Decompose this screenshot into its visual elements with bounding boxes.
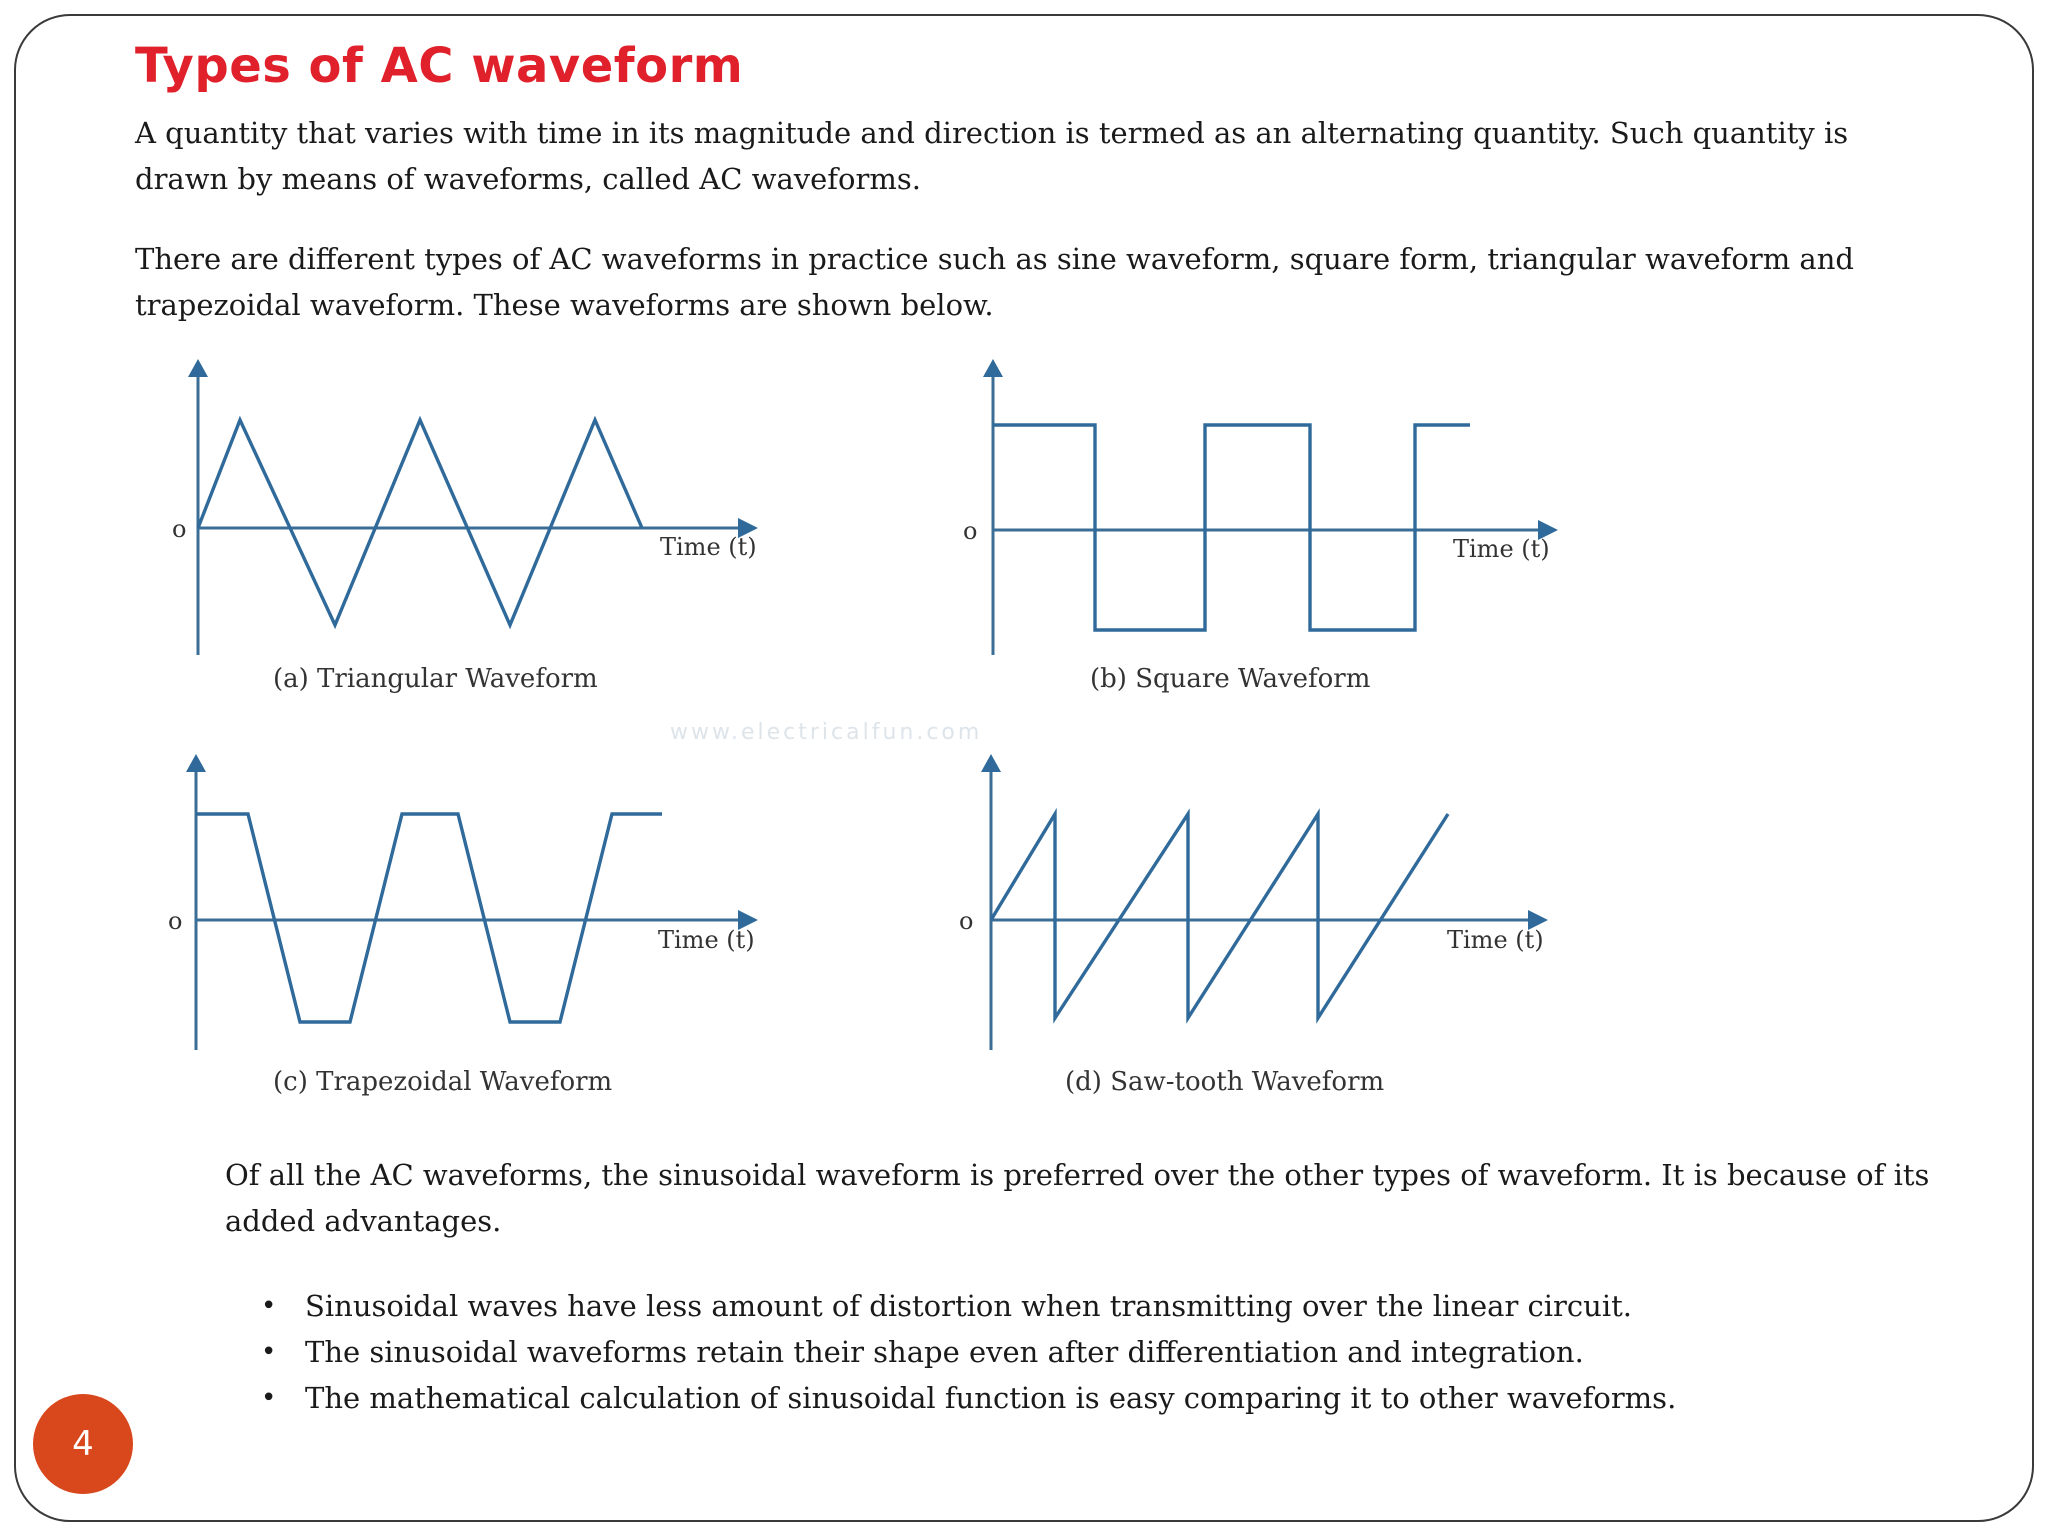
bullet-icon: • [261, 1337, 277, 1367]
time-axis-label: Time (t) [1453, 535, 1550, 563]
sawtooth-wave [991, 814, 1448, 1018]
bullet-icon: • [261, 1291, 277, 1321]
page-number-badge: 4 [33, 1394, 133, 1494]
waveform-caption: (d) Saw-tooth Waveform [1065, 1067, 1385, 1097]
waveform-caption: (b) Square Waveform [1090, 664, 1371, 694]
trapezoidal-wave [196, 814, 662, 1022]
time-axis-label: Time (t) [658, 926, 755, 954]
list-item-text: The sinusoidal waveforms retain their shape even after differentiation and integration. [305, 1335, 1584, 1369]
list-item [225, 1375, 1945, 1421]
square-wave [993, 425, 1470, 630]
waveform-caption: (a) Triangular Waveform [273, 664, 598, 694]
sawtooth-waveform-panel [955, 750, 1595, 1100]
triangular-wave [198, 420, 642, 625]
sinusoidal-preference-paragraph: Of all the AC waveforms, the sinusoidal waveform is preferred over the other types of waveform. It is because of its added advantages. [225, 1158, 1930, 1238]
triangular-waveform-panel [160, 355, 800, 705]
y-axis-arrowhead [188, 359, 208, 377]
bullet-icon: • [261, 1383, 277, 1413]
time-axis-label: Time (t) [660, 533, 757, 561]
intro-paragraph: A quantity that varies with time in its magnitude and direction is termed as an alternating quantity. Such quantity is drawn by means of waveforms, called AC waveforms. [135, 116, 1849, 196]
y-axis-arrowhead [983, 359, 1003, 377]
trapezoidal-waveform-figure [160, 750, 800, 1100]
origin-label: o [963, 517, 978, 545]
time-axis-label: Time (t) [1447, 926, 1544, 954]
origin-label: o [168, 907, 183, 935]
list-item-text: The mathematical calculation of sinusoidal function is easy comparing it to other waveforms. [305, 1381, 1677, 1415]
square-waveform-figure [955, 355, 1595, 705]
list-item [225, 1329, 1945, 1375]
square-waveform-panel [955, 355, 1595, 705]
triangular-waveform-figure [160, 355, 800, 705]
list-item-text: Sinusoidal waves have less amount of distortion when transmitting over the linear circuit. [305, 1289, 1632, 1323]
list-item [225, 1283, 1945, 1329]
trapezoidal-waveform-panel [160, 750, 800, 1100]
slide-title: Types of AC waveform [135, 38, 744, 94]
y-axis-arrowhead [981, 754, 1001, 772]
y-axis-arrowhead [186, 754, 206, 772]
types-paragraph: There are different types of AC waveforms in practice such as sine waveform, square form, triangular waveform and trapezoidal waveform. These waveforms are shown below. [135, 242, 1854, 322]
origin-label: o [959, 907, 974, 935]
advantages-list [225, 1283, 1945, 1421]
watermark: www.electricalfun.com [670, 720, 983, 745]
origin-label: o [172, 515, 187, 543]
waveform-caption: (c) Trapezoidal Waveform [273, 1067, 613, 1097]
sawtooth-waveform-figure [955, 750, 1595, 1100]
